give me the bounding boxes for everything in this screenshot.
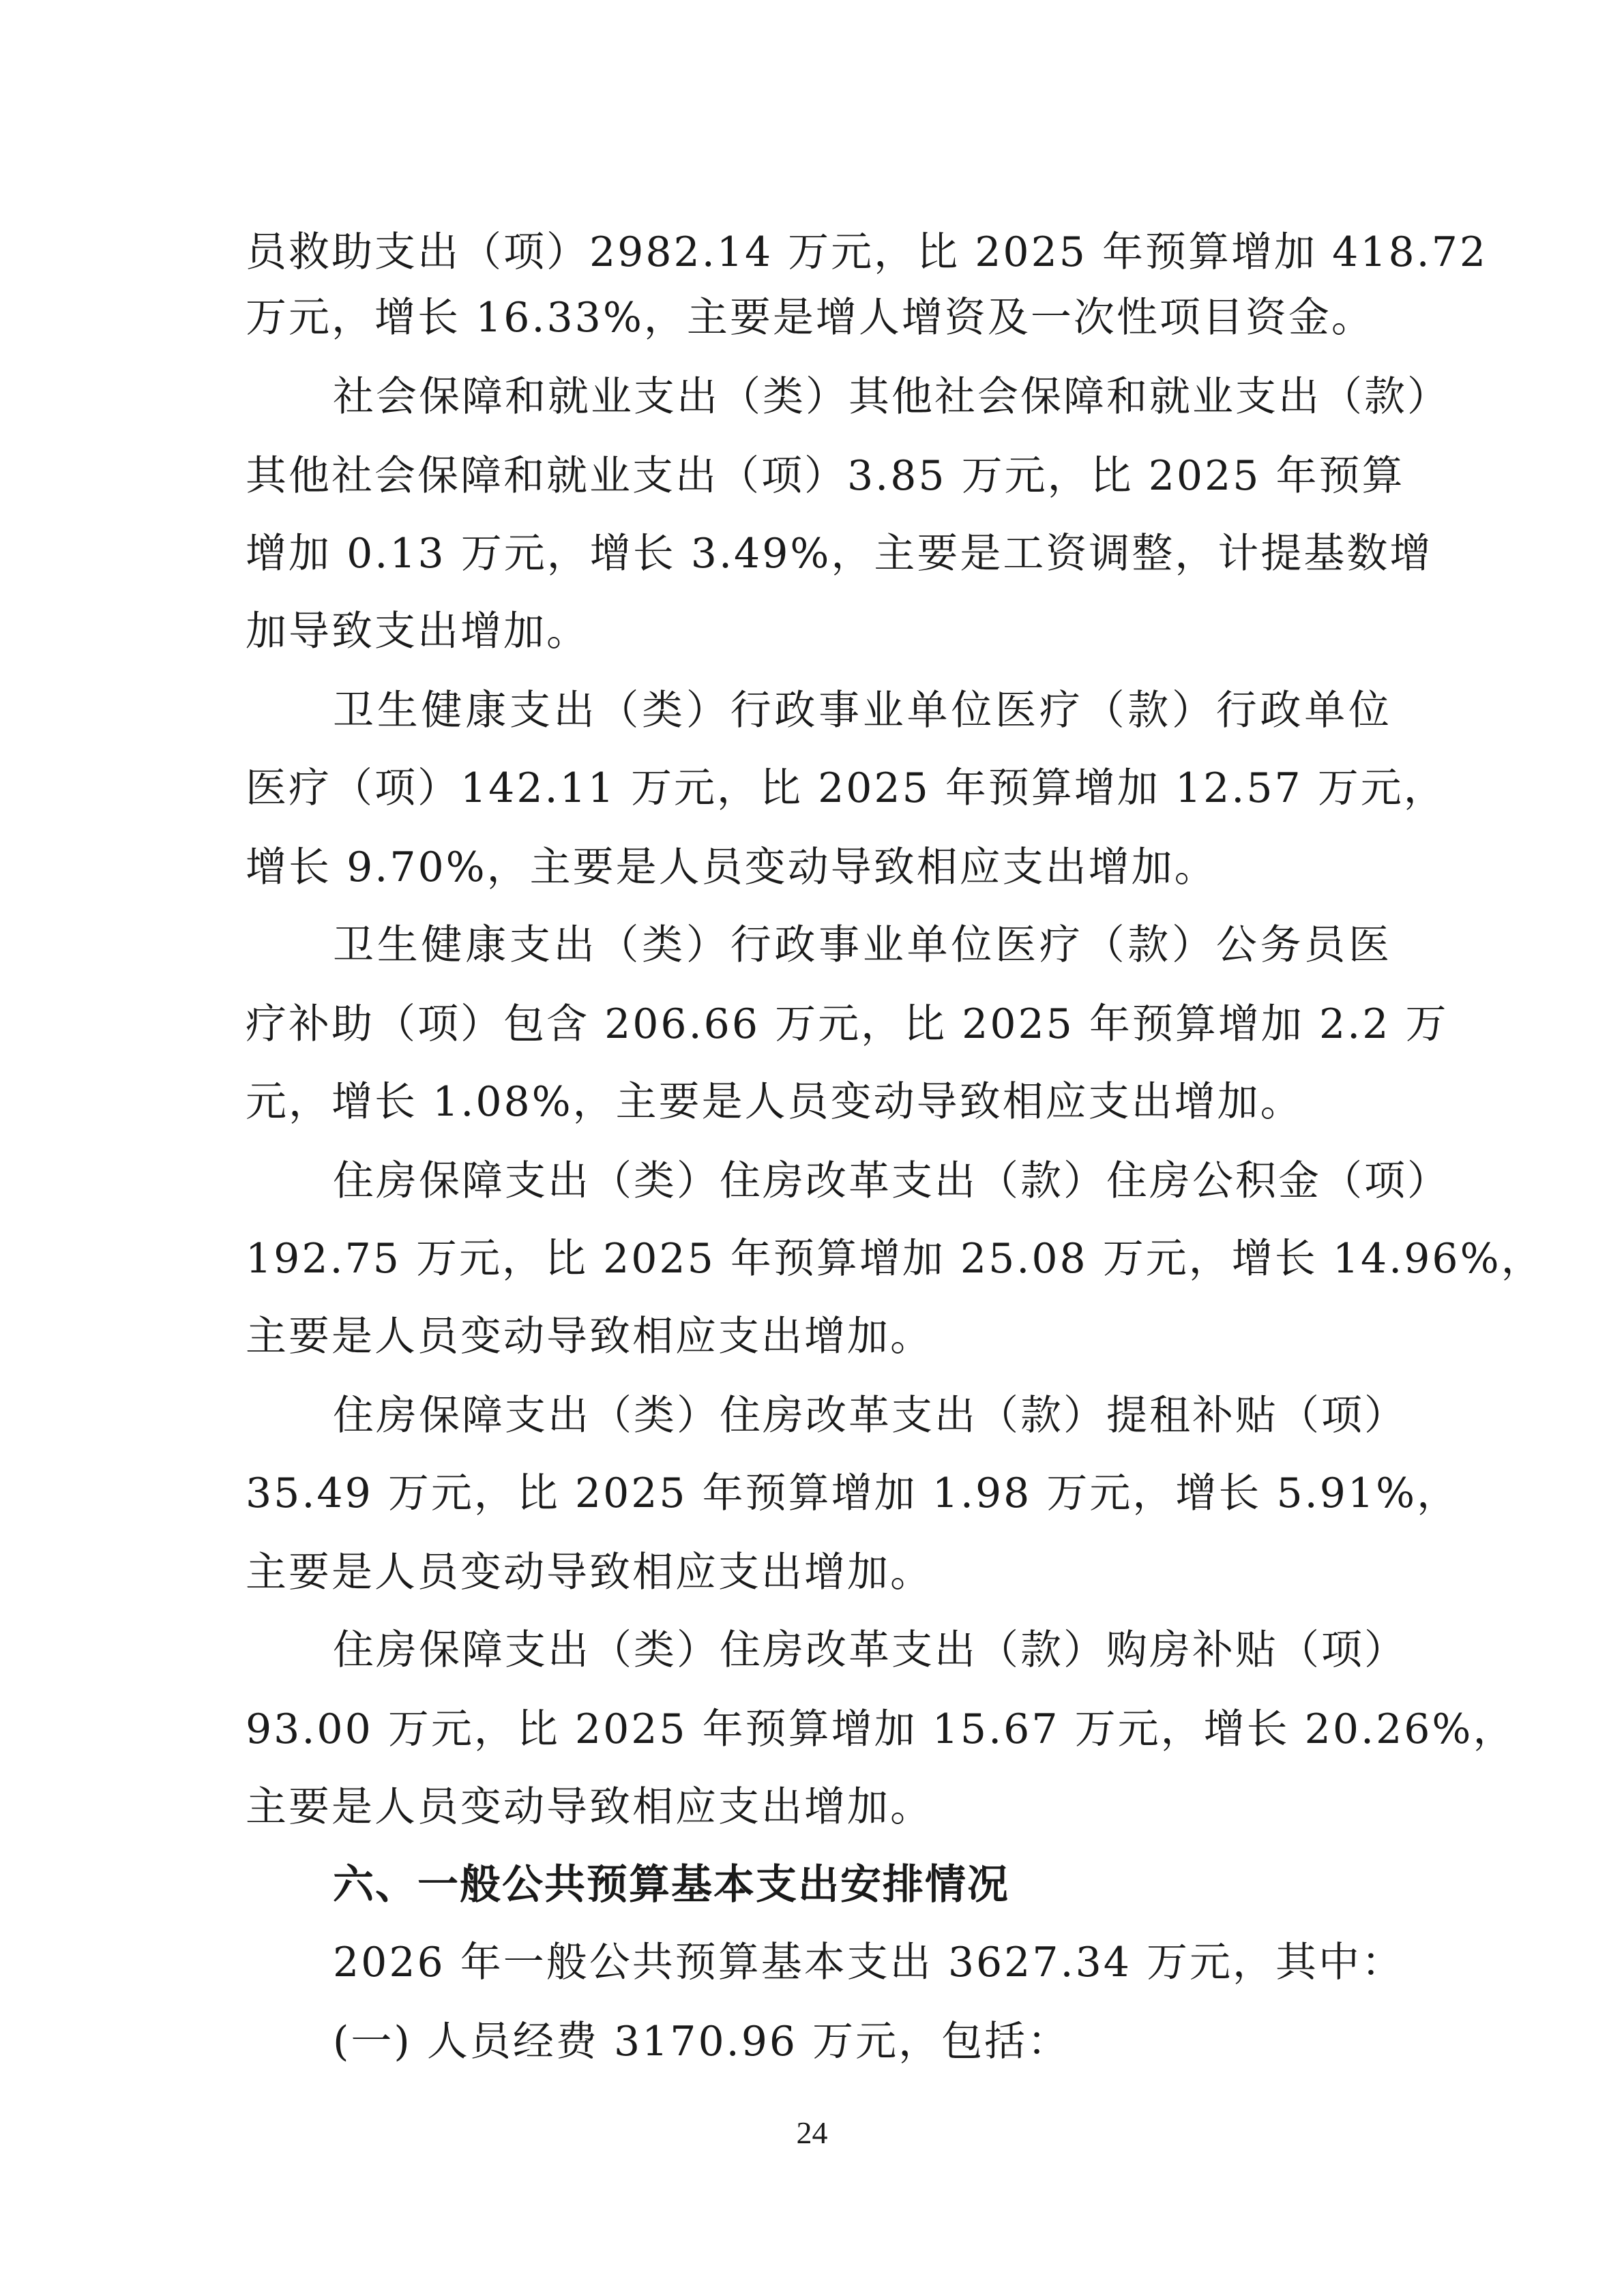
- paragraph-3-line-2: 医疗（项）142.11 万元，比 2025 年预算增加 12.57 万元，: [246, 764, 1447, 812]
- paragraph-3-line-1: 卫生健康支出（类）行政事业单位医疗（款）行政单位: [333, 687, 1391, 734]
- paragraph-1-line-2: 万元，增长 16.33%，主要是增人增资及一次性项目资金。: [246, 294, 1374, 342]
- section-heading: 六、一般公共预算基本支出安排情况: [333, 1861, 1009, 1909]
- paragraph-2-line-4: 加导致支出增加。: [246, 608, 589, 655]
- paragraph-6-line-3: 主要是人员变动导致相应支出增加。: [246, 1549, 933, 1596]
- paragraph-7-line-3: 主要是人员变动导致相应支出增加。: [246, 1783, 933, 1831]
- paragraph-4-line-3: 元，增长 1.08%，主要是人员变动导致相应支出增加。: [246, 1078, 1303, 1126]
- paragraph-2-line-1: 社会保障和就业支出（类）其他社会保障和就业支出（款）: [333, 373, 1450, 421]
- paragraph-3-line-3: 增长 9.70%，主要是人员变动导致相应支出增加。: [246, 844, 1217, 891]
- paragraph-5-line-3: 主要是人员变动导致相应支出增加。: [246, 1313, 933, 1360]
- paragraph-2-line-2: 其他社会保障和就业支出（项）3.85 万元，比 2025 年预算: [246, 452, 1405, 500]
- paragraph-5-line-2: 192.75 万元，比 2025 年预算增加 25.08 万元，增长 14.96%，: [246, 1235, 1544, 1283]
- page-number: 24: [796, 2115, 828, 2150]
- paragraph-6-line-1: 住房保障支出（类）住房改革支出（款）提租补贴（项）: [333, 1392, 1407, 1440]
- paragraph-6-line-2: 35.49 万元，比 2025 年预算增加 1.98 万元，增长 5.91%，: [246, 1470, 1460, 1517]
- paragraph-7-line-2: 93.00 万元，比 2025 年预算增加 15.67 万元，增长 20.26%，: [246, 1705, 1516, 1753]
- paragraph-5-line-1: 住房保障支出（类）住房改革支出（款）住房公积金（项）: [333, 1157, 1450, 1205]
- paragraph-4-line-1: 卫生健康支出（类）行政事业单位医疗（款）公务员医: [333, 921, 1391, 969]
- paragraph-1-line-1: 员救助支出（项）2982.14 万元，比 2025 年预算增加 418.72: [246, 228, 1488, 276]
- summary-line: 2026 年一般公共预算基本支出 3627.34 万元，其中：: [333, 1939, 1405, 1986]
- sub-item-line: (一) 人员经费 3170.96 万元，包括：: [333, 2018, 1071, 2066]
- paragraph-4-line-2: 疗补助（项）包含 206.66 万元，比 2025 年预算增加 2.2 万: [246, 1000, 1449, 1048]
- paragraph-2-line-3: 增加 0.13 万元，增长 3.49%，主要是工资调整，计提基数增: [246, 530, 1433, 578]
- paragraph-7-line-1: 住房保障支出（类）住房改革支出（款）购房补贴（项）: [333, 1626, 1407, 1674]
